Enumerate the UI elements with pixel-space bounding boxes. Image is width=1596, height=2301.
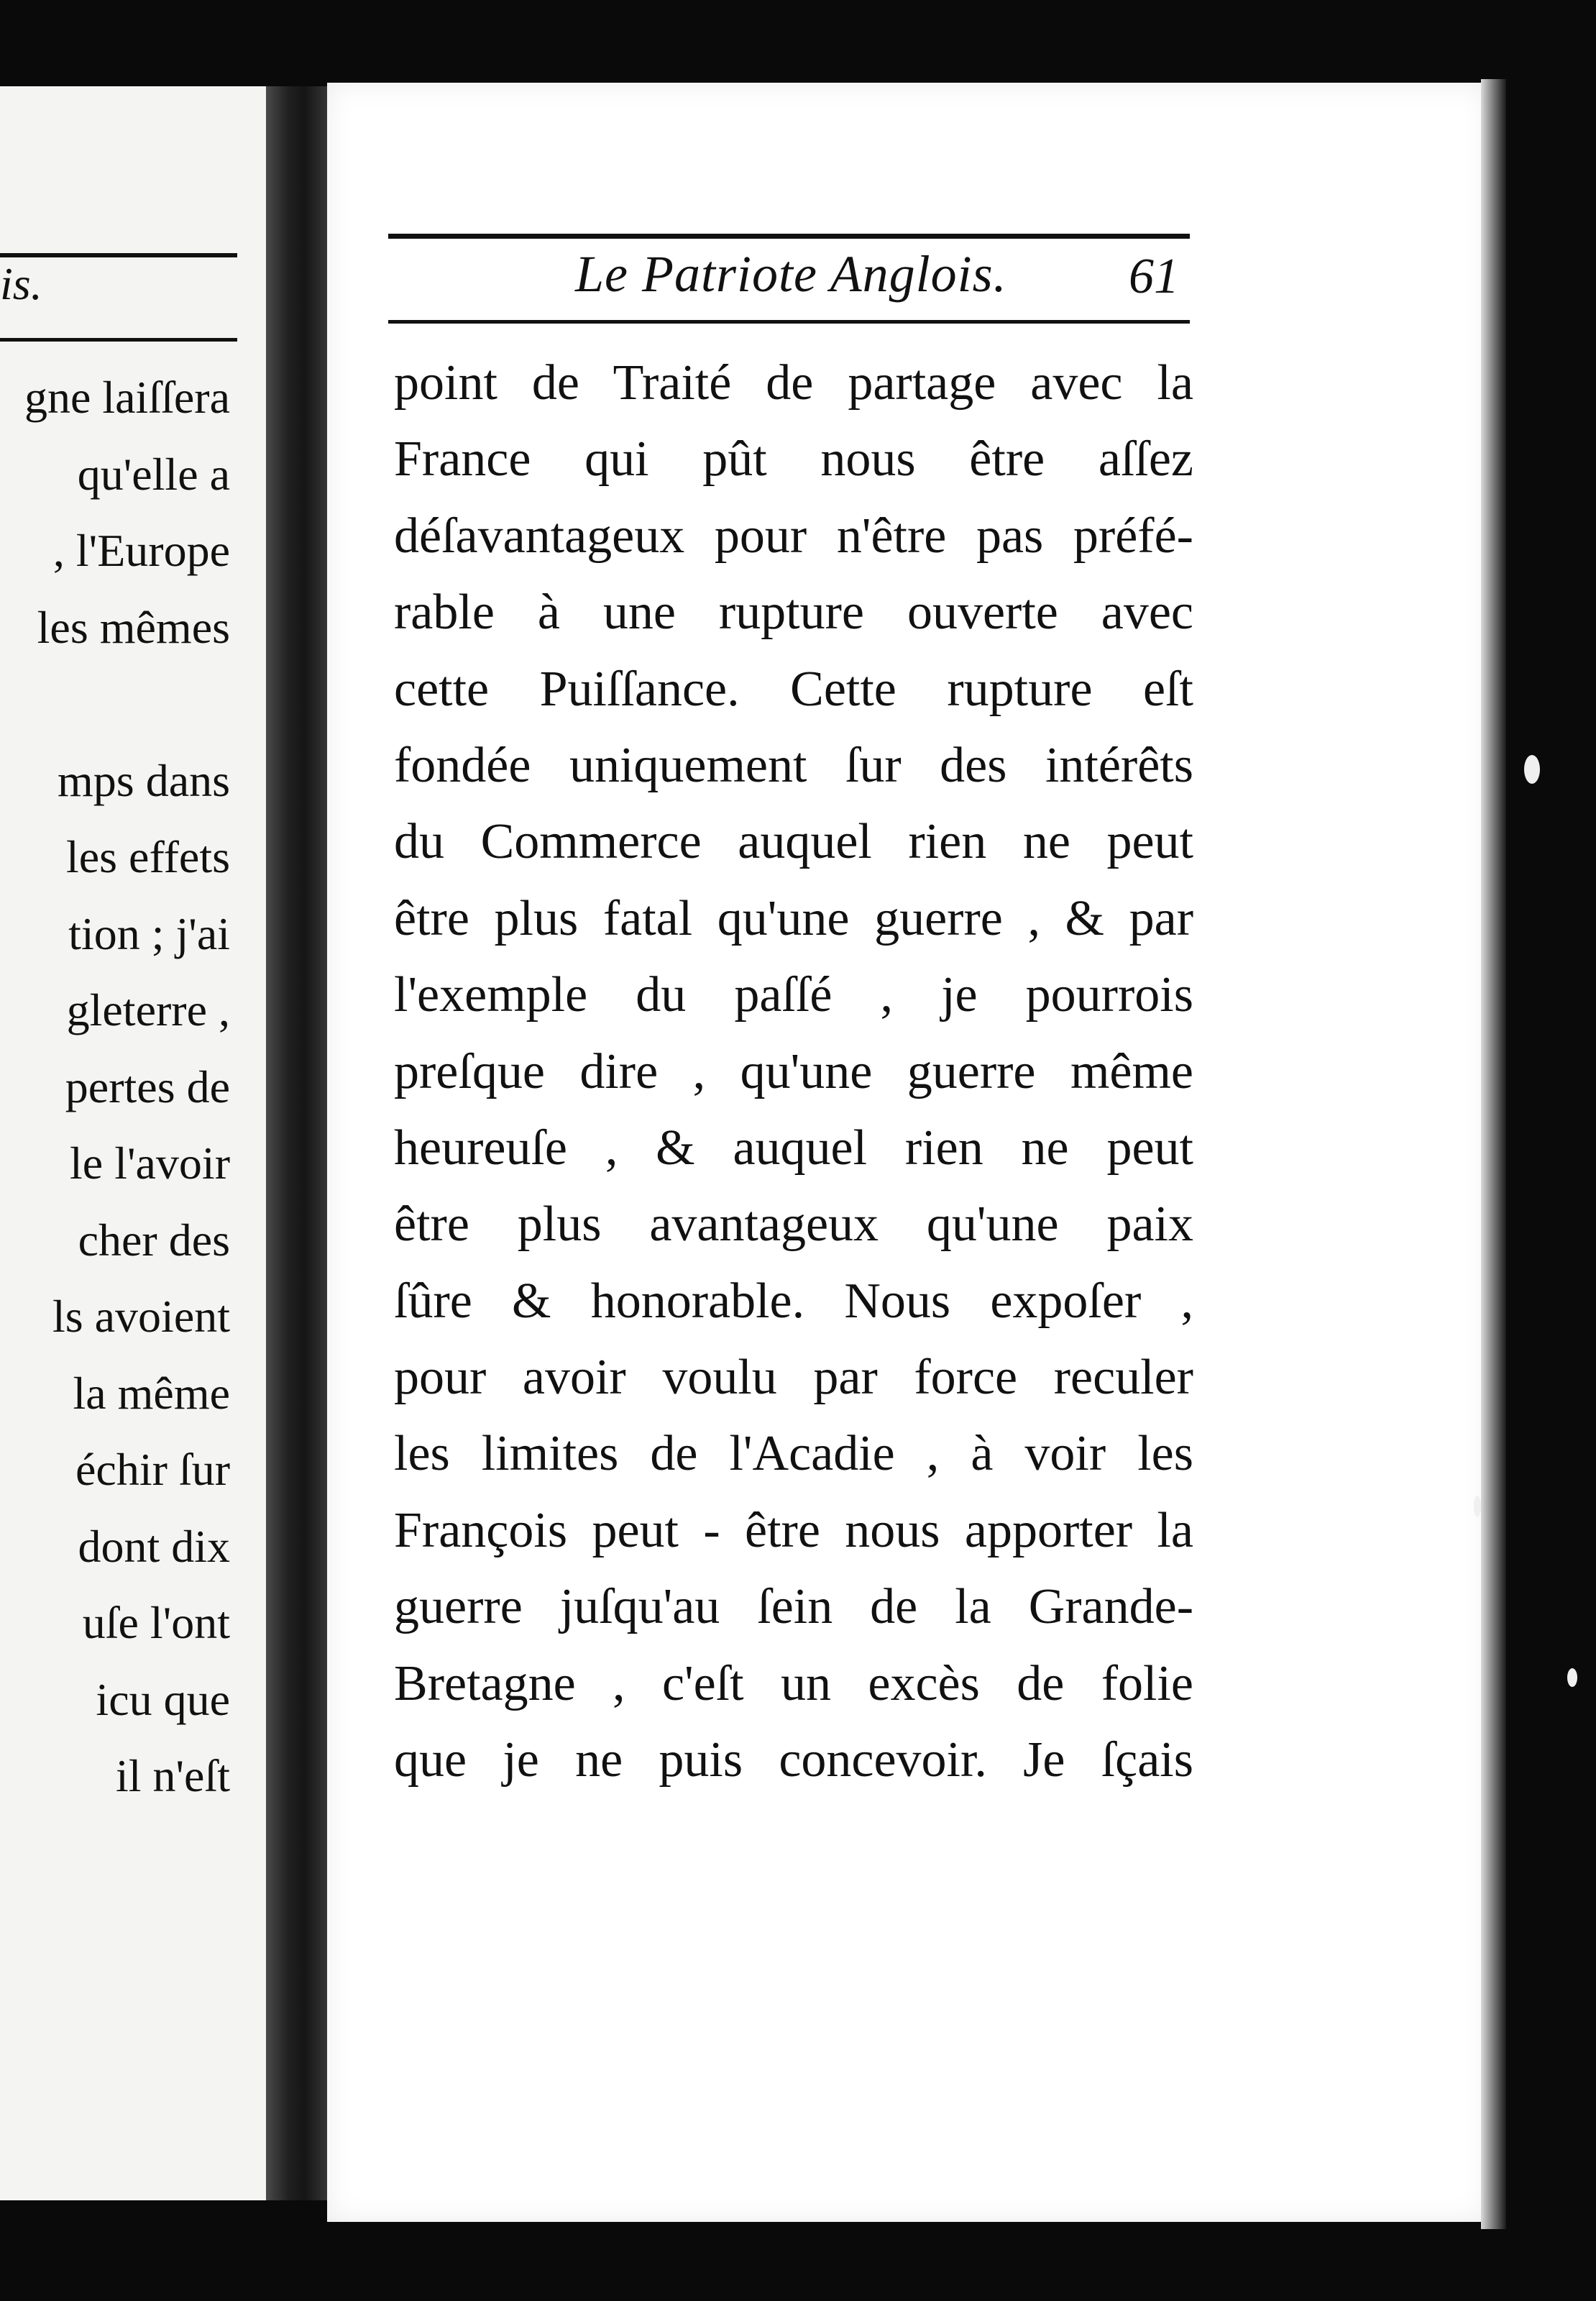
left-text-line: icu que (96, 1673, 230, 1725)
left-text-line: la même (73, 1367, 230, 1419)
left-text-line: tion ; j'ai (68, 907, 230, 959)
text-line: du Commerce auquel rien ne peut (394, 814, 1193, 870)
left-text-line: échir ſur (75, 1444, 230, 1495)
text-line: que je ne puis concevoir. Je ſçais (394, 1732, 1193, 1788)
text-line: cette Puiſſance. Cette rupture eſt (394, 661, 1193, 717)
page-number: 61 (1129, 249, 1179, 304)
left-text-line: les mêmes (37, 601, 230, 653)
book-gutter (266, 86, 331, 2200)
left-text-line (0, 666, 230, 743)
header-underline (388, 320, 1190, 324)
left-page (0, 86, 266, 2200)
text-line: les limites de l'Acadie , à voir les (394, 1426, 1193, 1482)
running-title: Le Patriote Anglois. (575, 245, 1007, 303)
left-header-underline (0, 338, 237, 342)
text-line: être plus avantageux qu'une paix (394, 1197, 1193, 1253)
left-text-line: cher des (78, 1214, 230, 1266)
left-page-text (0, 360, 230, 1815)
left-text-line: dont dix (78, 1520, 230, 1572)
left-text-line: gleterre , (66, 984, 230, 1035)
text-line: fondée uniquement ſur des intérêts (394, 737, 1193, 793)
left-text-line: pertes de (65, 1061, 230, 1112)
scan-speck (1524, 755, 1540, 784)
page-edge-shadow (1481, 79, 1506, 2229)
left-text-line: uſe l'ont (82, 1597, 230, 1648)
body-text (394, 345, 1193, 1798)
left-text-line: qu'elle a (77, 448, 230, 500)
left-text-line: mps dans (58, 754, 230, 806)
text-line: rable à une rupture ouverte avec (394, 585, 1193, 641)
text-line: pour avoir voulu par force reculer (394, 1350, 1193, 1406)
text-line: preſque dire , qu'une guerre même (394, 1043, 1193, 1099)
text-line: Bretagne , c'eſt un excès de folie (394, 1655, 1193, 1711)
text-line: point de Traité de partage avec la (394, 355, 1193, 411)
left-text-line: les effets (65, 831, 230, 882)
text-line: déſavantageux pour n'être pas préfé- (394, 508, 1193, 564)
left-text-line: gne laiſſera (24, 372, 230, 423)
scan-speck (1474, 1496, 1481, 1517)
text-line: ſûre & honorable. Nous expoſer , (394, 1273, 1193, 1329)
text-line: être plus fatal qu'une guerre , & par (394, 890, 1193, 946)
text-line: heureuſe , & auquel rien ne peut (394, 1120, 1193, 1176)
left-text-line: ls avoient (52, 1291, 230, 1342)
left-running-title-fragment: is. (0, 258, 42, 309)
text-line: l'exemple du paſſé , je pourrois (394, 967, 1193, 1023)
header-rule (388, 234, 1190, 239)
text-line: guerre juſqu'au ſein de la Grande- (394, 1579, 1193, 1635)
scan-speck (1567, 1668, 1577, 1687)
text-line: France qui pût nous être aſſez (394, 431, 1193, 488)
left-text-line: , l'Europe (52, 525, 230, 576)
left-text-line: le l'avoir (70, 1138, 230, 1189)
text-line: François peut - être nous apporter la (394, 1502, 1193, 1558)
left-text-line: il n'eſt (115, 1750, 230, 1801)
